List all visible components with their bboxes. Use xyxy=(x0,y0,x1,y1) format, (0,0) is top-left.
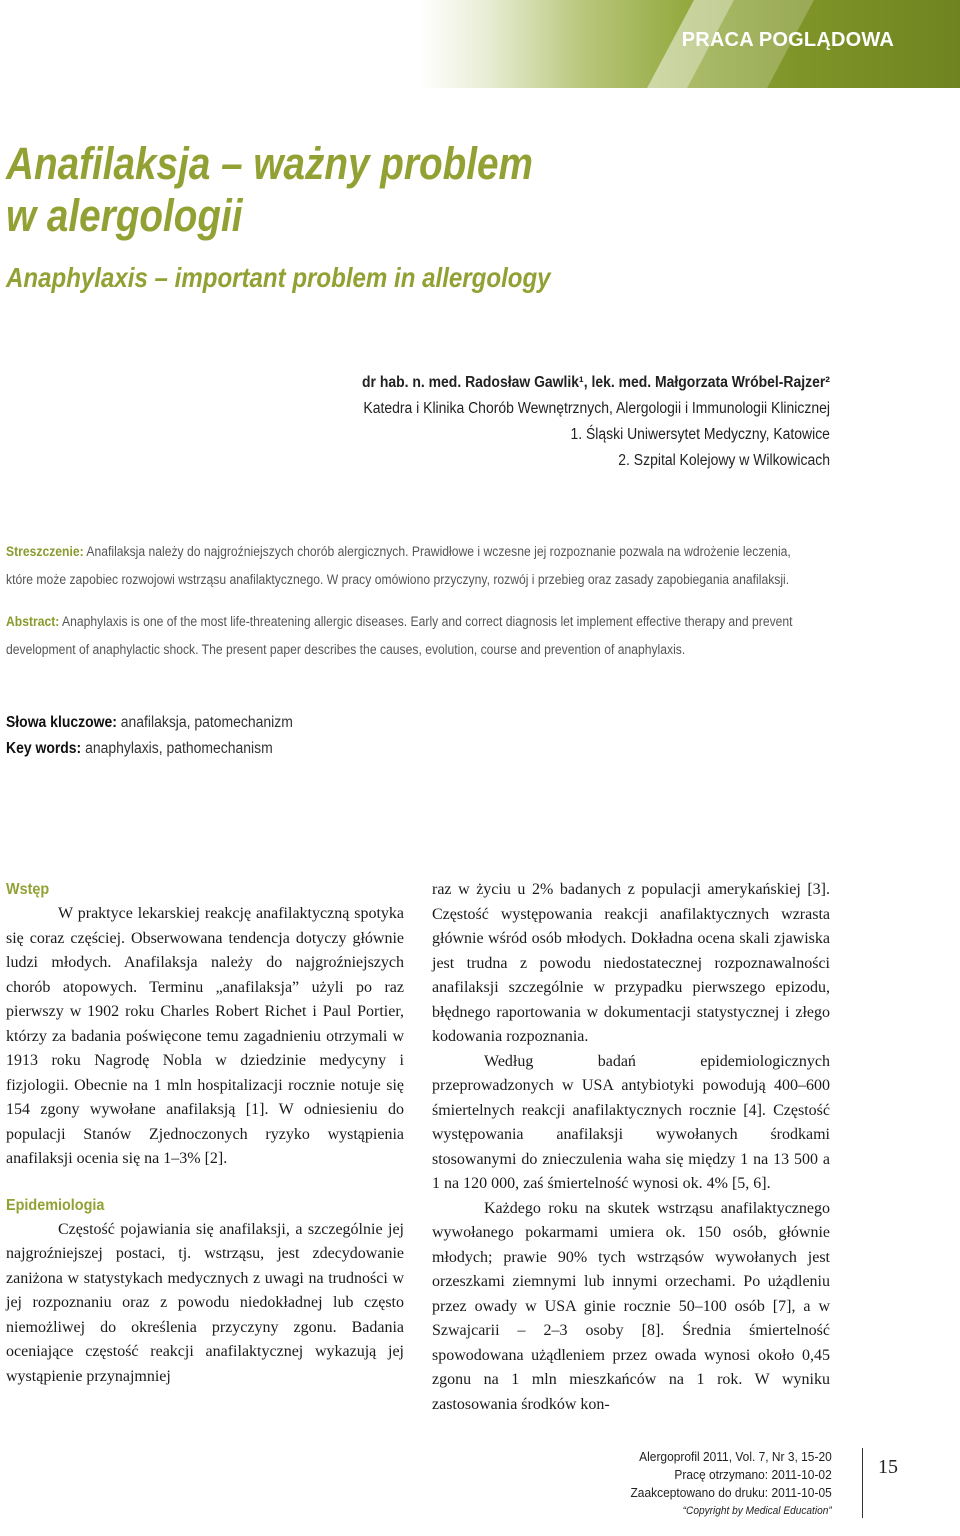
affiliation-3: 2. Szpital Kolejowy w Wilkowicach xyxy=(618,452,830,469)
body-column-right xyxy=(432,878,830,1417)
section-label: PRACA POGLĄDOWA xyxy=(681,29,894,51)
title-line-2: w alergologii xyxy=(6,190,243,241)
abstract-en-text: Anaphylaxis is one of the most life-threatening allergic diseases. Early and correct diagnosis let implement effective therapy and prevent development of anaphylactic shock. The present paper describes the causes, evolution, course and prevention of anaphylaxis. xyxy=(6,614,793,657)
right-paragraph-2: Według badań epidemiologicznych przeprowadzonych w USA antybiotyki powodują 400–600 śmiertelnych reakcji anafilaktycznych rocznie [4]. Częstość występowania anafilaksji wywołanych środkami stosowanymi do znieczulenia waha się między 1 na 13 500 a 1 na 120 000, zaś śmiertelność wynosi ok. 4% [5, 6]. xyxy=(432,1052,830,1192)
abstract-pl-label: Streszczenie: xyxy=(6,544,84,559)
journal-citation: Alergoprofil 2011, Vol. 7, Nr 3, 15-20 xyxy=(639,1449,832,1464)
article-title-en: Anaphylaxis – important problem in allergology xyxy=(6,262,551,293)
authors-block xyxy=(362,370,830,474)
keywords-pl-text: anafilaksja, patomechanizm xyxy=(116,714,293,731)
right-paragraph-3: Każdego roku na skutek wstrząsu anafilaktycznego wywołanego pokarmami umiera ok. 150 osób, głównie młodych; prawie 90% tych wstrząsów wywołanych jest orzeszkami ziemnymi lub innymi orzechami. Po użądleniu przez owady w USA ginie rocznie 50–100 osób [7], a w Szwajcarii – 2–3 osoby [8]. Średnia śmiertelność spowodowana użądleniem przez owada wynosi około 0,45 zgonu na 1 mln mieszkańców na 1 rok. W wyniku zastosowania środków kon- xyxy=(432,1199,830,1413)
keywords-en-label: Key words: xyxy=(6,740,82,757)
keywords-block xyxy=(6,710,293,762)
page-number: 15 xyxy=(878,1456,898,1478)
author-names: dr hab. n. med. Radosław Gawlik¹, lek. med. Małgorzata Wróbel-Rajzer² xyxy=(362,374,830,391)
keywords-en-text: anaphylaxis, pathomechanism xyxy=(81,740,273,757)
affiliation-2: 1. Śląski Uniwersytet Medyczny, Katowice xyxy=(570,426,830,443)
accepted-date: Zaakceptowano do druku: 2011-10-05 xyxy=(630,1485,832,1500)
body-column-left xyxy=(6,878,404,1389)
footer-divider xyxy=(862,1448,863,1518)
article-title-pl xyxy=(6,138,780,242)
abstract-en xyxy=(6,608,816,664)
abstract-pl xyxy=(6,538,816,594)
abstract-block xyxy=(6,538,816,664)
abstract-en-label: Abstract: xyxy=(6,614,60,629)
footer-info xyxy=(631,1448,832,1520)
intro-paragraph: W praktyce lekarskiej reakcję anafilaktyczną spotyka się coraz częściej. Obserwowana tendencja dotyczy głównie ludzi młodych. Anafilaksja należy do najgroźniejszych chorób atopowych. Terminu „anafilaksja” użyli po raz pierwszy w 1902 roku Charles Robert Richet i Paul Portier, którzy za badania poświęcone temu zagadnieniu otrzymali w 1913 roku Nagrodę Nobla w dziedzinie medycyny i fizjologii. Obecnie na 1 mln hospitalizacji rocznie notuje się 154 zgony wywołane anafilaksją [1]. W odniesieniu do populacji Stanów Zjednoczonych ryzyko wystąpienia anafilaksji ocenia się na 1–3% [2]. xyxy=(6,905,404,1167)
keywords-en xyxy=(6,736,293,762)
section-heading-intro: Wstęp xyxy=(6,881,50,898)
keywords-pl xyxy=(6,710,293,736)
section-heading-epidemiology: Epidemiologia xyxy=(6,1196,105,1214)
affiliation-1: Katedra i Klinika Chorób Wewnętrznych, Alergologii i Immunologii Klinicznej xyxy=(363,400,830,417)
abstract-pl-text: Anafilaksja należy do najgroźniejszych chorób alergicznych. Prawidłowe i wczesne jej rozpoznanie pozwala na wdrożenie leczenia, które może zapobiec rozwojowi wstrząsu anafilaktycznego. W pracy omówiono przyczyny, rozwój i przebieg oraz zasady zapobiegania anafilaksji. xyxy=(6,544,791,587)
received-date: Pracę otrzymano: 2011-10-02 xyxy=(674,1467,832,1482)
section-banner xyxy=(420,0,960,88)
copyright-note: “Copyright by Medical Education” xyxy=(682,1505,832,1517)
keywords-pl-label: Słowa kluczowe: xyxy=(6,714,117,731)
title-line-1: Anafilaksja – ważny problem xyxy=(6,138,533,189)
right-paragraph-1: raz w życiu u 2% badanych z populacji amerykańskiej [3]. Częstość występowania reakcji anafilaktycznych wzrasta głównie wśród osób młodych. Dokładna ocena skali zjawiska jest trudna z powodu niedostatecznej rozpoznawalności anafilaksji szczególnie w przypadku pierwszego epizodu, błędnego raportowania w dokumentacji statystycznej i złego kodowania rozpoznania. xyxy=(432,881,830,1045)
epidemiology-paragraph: Częstość pojawiania się anafilaksji, a szczególnie jej najgroźniejszej postaci, tj. wstrząsu, jest zdecydowanie zaniżona w statystykach medycznych z uwagi na trudności w jej rozpoznaniu oraz z powodu niedokładnej lub często niemożliwej do określenia przyczyny zgonu. Badania oceniające częstość reakcji anafilaktycznej wykazują jej wystąpienie przynajmniej xyxy=(6,1220,404,1385)
